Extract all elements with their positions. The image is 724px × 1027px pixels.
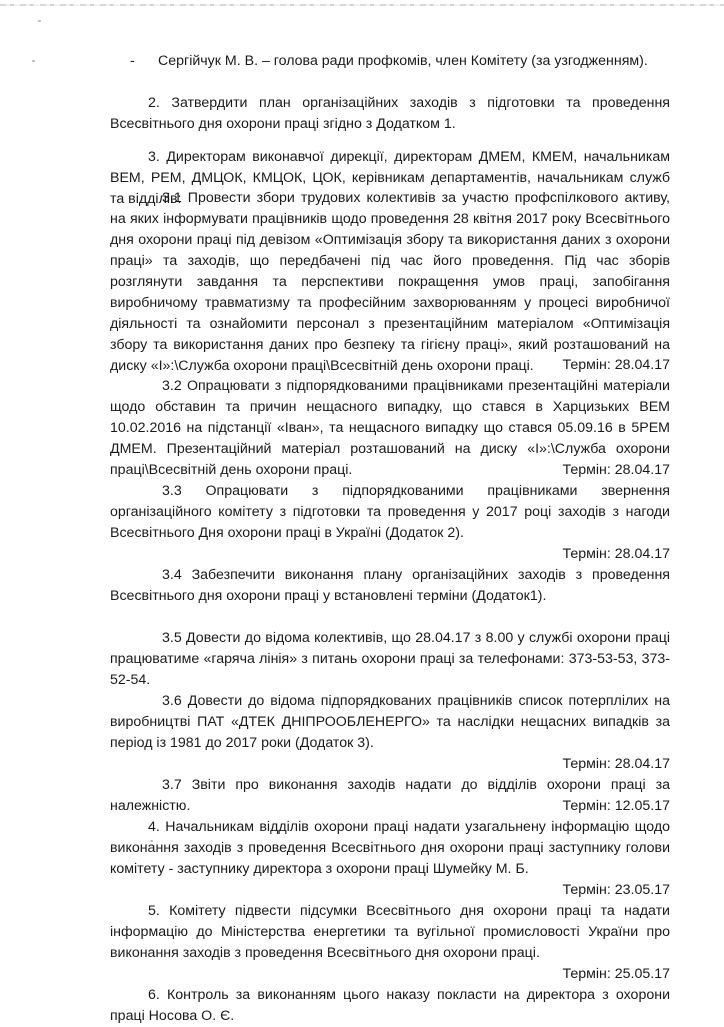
deadline-3-6: Термін: 28.04.17 <box>562 756 670 772</box>
scan-edge-artifact <box>0 4 724 6</box>
paragraph-3-5: 3.5 Довести до відома колективів, що 28.04.17 з 8.00 у службі охорони праці працюватиме «гаряча лінія» з питань охорони праці за телефонами: 373-53-53, 373-52-54. <box>110 630 670 688</box>
member-text: Сергійчук М. В. – голова ради профкомів, член Комітету (за узгодженням). <box>158 53 648 69</box>
member-item-sergiychuk <box>110 51 670 72</box>
scan-speck <box>38 20 41 22</box>
paragraph-4: 4. Начальникам відділів охорони праці надати узагальнену інформацію щодо виконання заходів з проведення Всесвітнього дня охорони праці заступнику голови комітету - заступнику директора з охорони праці Шумейку М. Б. <box>110 819 670 877</box>
paragraph-3-3: 3.3 Опрацювати з підпорядкованими працівниками звернення організаційного комітету з підготовки та проведення у 2017 році заходів з нагоди Всесвітнього Дня охорони праці в Україні (Додаток 2). <box>110 483 670 541</box>
paragraph-6: 6. Контроль за виконанням цього наказу покласти на директора з охорони праці Носова О. Є. <box>110 987 670 1024</box>
deadline-3-1: Термін: 28.04.17 <box>562 357 670 373</box>
deadline-4: Термін: 23.05.17 <box>562 882 670 898</box>
deadline-3-3: Термін: 28.04.17 <box>562 546 670 562</box>
bullet-dash: - <box>130 53 135 69</box>
paragraph-3: 3. Директорам виконавчої дирекції, директорам ДМЕМ, КМЕМ, начальникам ВЕМ, РЕМ, ДМЦОК, КМЦОК, ЦОК, керівникам департаментів, начальникам служб та відділів: <box>110 149 670 207</box>
deadline-5: Термін: 25.05.17 <box>562 966 670 982</box>
paragraph-3-4: 3.4 Забезпечити виконання плану організаційних заходів з проведення Всесвітнього дня охорони праці у встановлені терміни (Додаток1). <box>110 567 670 604</box>
deadline-3-7: Термін: 12.05.17 <box>562 798 670 814</box>
paragraph-3-2: 3.2 Опрацювати з підпорядкованими працівниками презентаційні матеріали щодо обставин та причин нещасного випадку, що стався в Харцизьких ВЕМ 10.02.2016 на підстанції «Іван», та нещасного випадку що стався 05.09.16 в 5РЕМ ДМЕМ. Презентаційний матеріал розташований на диску «І»:\Служба охорони праці\Всесвітній день охорони праці. <box>110 378 670 478</box>
paragraph-3-7: 3.7 Звіти про виконання заходів надати до відділів охорони праці за належністю. <box>110 777 670 814</box>
paragraph-2: 2. Затвердити план організаційних заходів з підготовки та проведення Всесвітнього дня охорони праці згідно з Додатком 1. <box>110 95 670 132</box>
paragraph-5: 5. Комітету підвести підсумки Всесвітнього дня охорони праці та надати інформацію до Міністерства енергетики та вугільної промисловості України про виконання заходів з проведення Всесвітнього дня охорони праці. <box>110 903 670 961</box>
paragraph-3-6: 3.6 Довести до відома підпорядкованих працівників список потерплілих на виробництві ПАТ «ДТЕК ДНІПРООБЛЕНЕРГО» та наслідки нещасних випадків за період із 1981 до 2017 роки (Додаток 3). <box>110 693 670 751</box>
scan-speck <box>32 60 35 62</box>
paragraph-3-1: 3.1 Провести збори трудових колективів за участю профспілкового активу, на яких інформувати працівників щодо проведення 28 квітня 2017 року Всесвітнього дня охорони праці під девізом «Оптимізація збору та використання даних з охорони праці» та заходів, що передбачені під час його проведення. Під час зборів розглянути завдання та перспективи покращення умов праці, запобігання виробничому травматизму та професійним захворюванням у процесі виробничої діяльності та ознайомити персонал з презентаційним матеріалом «Оптимізація збору та використання даних про безпеку та гігієну праці», який розташований на диску «І»:\Служба охорони праці\Всесвітній день охорони праці. <box>110 190 670 374</box>
deadline-3-2: Термін: 28.04.17 <box>562 462 670 478</box>
